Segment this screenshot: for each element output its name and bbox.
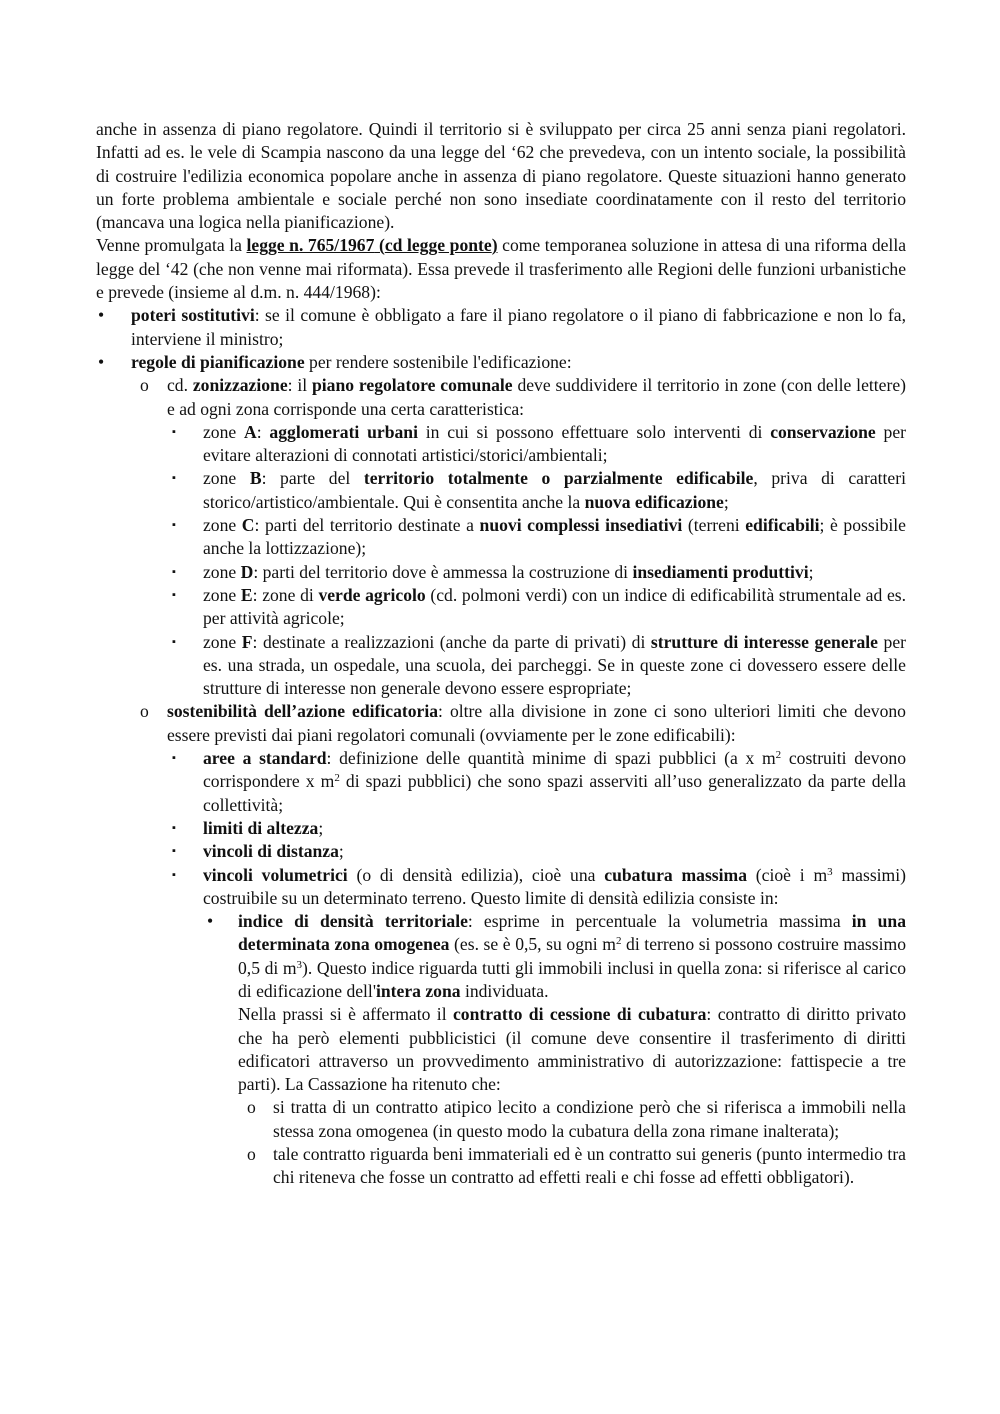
item-text: : definizione delle quantità minime di spazi pubblici (a x m (326, 748, 776, 769)
limit-volumetrici (167, 864, 906, 1190)
item-text: zone (203, 515, 242, 536)
term: nuovi complessi insediativi (479, 515, 683, 536)
list-item-sostenibilita (131, 700, 906, 1189)
square-marker: ▪ (172, 635, 176, 648)
item-text: (es. se è 0,5, su ogni m (449, 934, 616, 955)
main-list (96, 304, 906, 1189)
sublist-regole (131, 374, 906, 1189)
superscript: 3 (296, 958, 303, 971)
item-text: per rendere sostenibile l'edificazione: (304, 351, 572, 372)
item-text: in cui si possono effettuare solo interventi di (417, 421, 771, 442)
zone-letter: D (240, 561, 254, 582)
item-text: massimi) costruibile su un determinato terreno. Questo limite di densità edilizia consiste in: (203, 864, 906, 908)
item-text: cd. (167, 375, 193, 396)
limits-list (167, 747, 906, 1190)
circle-marker: o (247, 1097, 256, 1118)
zone-letter: F (241, 631, 253, 652)
item-text: : zone di (252, 584, 319, 605)
superscript: 2 (615, 935, 622, 948)
square-marker: ▪ (172, 868, 176, 881)
circle-marker: o (247, 1144, 256, 1165)
term: regole di pianificazione (131, 351, 305, 372)
bullet-marker: • (98, 305, 105, 326)
intro-paragraph: anche in assenza di piano regolatore. Quindi il territorio si è sviluppato per circa 25 anni senza piani regolatori. Infatti ad es. le vele di Scampia nascono da una legge del ‘62 che prevedeva, con un intento sociale, la possibilità di costruire l'edilizia economica popolare anche in assenza di piano regolatore. Queste situazioni hanno generato un forte problema ambientale e sociale perché non sono insediate coordinatamente con il resto del territorio (mancava una logica nella pianificazione). (96, 119, 906, 233)
item-text: : oltre alla divisione in zone ci sono ulteriori limiti che devono essere previsti dai piani regolatori comunali (ovviamente per le zone edificabili): (167, 701, 906, 745)
item-text: ; (318, 817, 324, 838)
item-text: (o di densità edilizia), cioè una (347, 864, 605, 885)
term: vincoli di distanza (203, 841, 339, 862)
item-text: (cd. polmoni verdi) con un indice di edificabilità strumentale ad es. per attività agricole; (203, 584, 906, 629)
zones-list (167, 421, 906, 701)
item-text: zone (203, 421, 245, 442)
superscript: 3 (827, 865, 833, 878)
square-marker: ▪ (172, 565, 176, 578)
square-marker: ▪ (172, 472, 176, 485)
zone-b (167, 467, 906, 514)
item-text: ; (808, 561, 814, 582)
item-text: : parti del territorio dove è ammessa la costruzione di (253, 561, 633, 582)
item-text: zone (203, 468, 250, 489)
item-text: per evitare alterazioni di connotati artistici/storici/ambientali; (203, 421, 906, 466)
list-item-cassazione-1 (238, 1096, 906, 1143)
term: piano regolatore comunale (312, 375, 513, 396)
item-text: : il (287, 375, 312, 396)
zone-f (167, 631, 906, 701)
item-text: : contratto di diritto privato che ha però elementi pubblicistici (il comune deve consentire il trasferimento di diritti edificatori attraverso un provvedimento amministrativo di autorizzazione: fattispecie a tre parti). La Cassazione ha ritenuto che: (238, 1004, 906, 1095)
item-text: : se il comune è obbligato a fare il piano regolatore o il piano di fabbricazione e non lo fa, interviene il ministro; (131, 305, 906, 349)
zone-d (167, 561, 906, 584)
item-text: ; è possibile anche la lottizzazione); (203, 515, 906, 559)
item-text: ). Questo indice riguarda tutti gli immobili inclusi in quella zona: si riferisce al carico di edificazione dell' (238, 957, 906, 1001)
bullet-marker: • (98, 351, 105, 372)
term: indice di densità territoriale (238, 911, 468, 932)
item-text: per es. una strada, un ospedale, una scuola, dei parcheggi. Se in queste zone ci dovessero essere delle strutture di interesse non generale devono essere espropriate; (203, 631, 906, 699)
bullet-marker: • (207, 911, 214, 932)
item-text: deve suddividere il territorio in zone (con delle lettere) e ad ogni zona corrisponde una certa caratteristica: (167, 375, 906, 419)
square-marker: ▪ (172, 845, 176, 858)
term: in una determinata zona omogenea (238, 911, 906, 955)
item-text: : parte del (261, 468, 364, 489)
item-text: costruiti devono corrispondere x m (203, 748, 906, 792)
item-text: zone (203, 584, 241, 605)
item-text: zone (203, 561, 241, 582)
zone-a (167, 421, 906, 468)
term: vincoli volumetrici (203, 864, 348, 885)
superscript: 2 (334, 772, 340, 785)
document-page (96, 118, 906, 1190)
item-text: (cioè i m (747, 864, 828, 885)
zone-letter: E (240, 584, 253, 605)
circle-marker: o (140, 701, 149, 722)
law-nickname: cd legge ponte (384, 235, 492, 256)
term: poteri sostitutivi (131, 305, 255, 326)
zone-c (167, 514, 906, 561)
term: cubatura massima (604, 864, 747, 885)
item-text: (terreni (682, 515, 746, 536)
item-text: : (256, 421, 270, 442)
item-text: Nella prassi si è affermato il (238, 1004, 453, 1025)
term: territorio totalmente o parzialmente edificabile (363, 468, 754, 489)
prassi-paragraph (238, 1003, 906, 1096)
limit-standard (167, 747, 906, 817)
limit-distanza (167, 840, 906, 863)
cassazione-list (238, 1096, 906, 1189)
term: verde agricolo (318, 584, 426, 605)
superscript: 2 (775, 749, 782, 762)
term: zonizzazione (192, 375, 288, 396)
law-paren-open: ( (374, 235, 385, 256)
term: contratto di cessione di cubatura (453, 1004, 707, 1025)
zone-letter: A (244, 421, 257, 442)
square-marker: ▪ (172, 821, 176, 834)
circle-marker: o (140, 375, 149, 396)
term: aree a standard (203, 748, 327, 769)
item-text: di terreno si possono costruire massimo 0,5 di m (238, 934, 906, 978)
list-item-cassazione-2 (238, 1143, 906, 1190)
square-marker: ▪ (172, 588, 176, 601)
law-text: Venne promulgata la (96, 235, 247, 256)
law-reference: legge n. 765/1967 (246, 235, 375, 256)
item-text: : destinate a realizzazioni (anche da parte di privati) di (252, 631, 651, 652)
item-text: ; (723, 491, 729, 512)
term: intera zona (376, 980, 461, 1001)
term: strutture di interesse generale (650, 631, 878, 652)
law-text: come temporanea soluzione in attesa di una riforma della legge del ‘42 (che non venne mai riformata). Essa prevede il trasferimento alle Regioni delle funzioni urbanistiche e prevede (insieme al d.m. n. 444/1968): (96, 235, 907, 303)
item-text: tale contratto riguarda beni immateriali ed è un contratto sui generis (punto intermedio tra chi riteneva che fosse un contratto ad effetti reali e chi fosse ad effetti obbligatori). (273, 1144, 906, 1188)
square-marker: ▪ (172, 425, 176, 438)
list-item-indice (203, 910, 906, 1190)
list-item-zonizzazione (131, 374, 906, 700)
list-item-regole (96, 351, 906, 1190)
zone-letter: C (241, 515, 255, 536)
zone-e (167, 584, 906, 631)
item-text: : esprime in percentuale la volumetria massima (467, 911, 852, 932)
density-list (203, 910, 906, 1190)
limit-altezza (167, 817, 906, 840)
term: edificabili (745, 515, 820, 536)
term: nuova edificazione (584, 491, 724, 512)
item-text: : parti del territorio destinate a (254, 515, 480, 536)
item-text: di spazi pubblici) che sono spazi asserviti all’uso generalizzato da parte della collettività; (203, 771, 906, 815)
term: insediamenti produttivi (632, 561, 809, 582)
list-item-poteri (96, 304, 906, 351)
square-marker: ▪ (172, 519, 176, 532)
law-paren-close: ) (491, 235, 498, 256)
item-text: ; (338, 841, 344, 862)
law-paragraph (96, 234, 906, 304)
term: sostenibilità dell’azione edificatoria (167, 701, 439, 722)
term: agglomerati urbani (269, 421, 418, 442)
term: limiti di altezza (203, 817, 319, 838)
item-text: si tratta di un contratto atipico lecito a condizione però che si riferisca a immobili nella stessa zona omogenea (in questo modo la cubatura della zona rimane inalterata); (273, 1097, 906, 1141)
term: conservazione (770, 421, 876, 442)
item-text: individuata. (460, 980, 549, 1001)
square-marker: ▪ (172, 752, 176, 765)
item-text: , priva di caratteri storico/artistico/ambientale. Qui è consentita anche la (203, 468, 906, 512)
item-text: zone (203, 631, 242, 652)
zone-letter: B (249, 468, 262, 489)
